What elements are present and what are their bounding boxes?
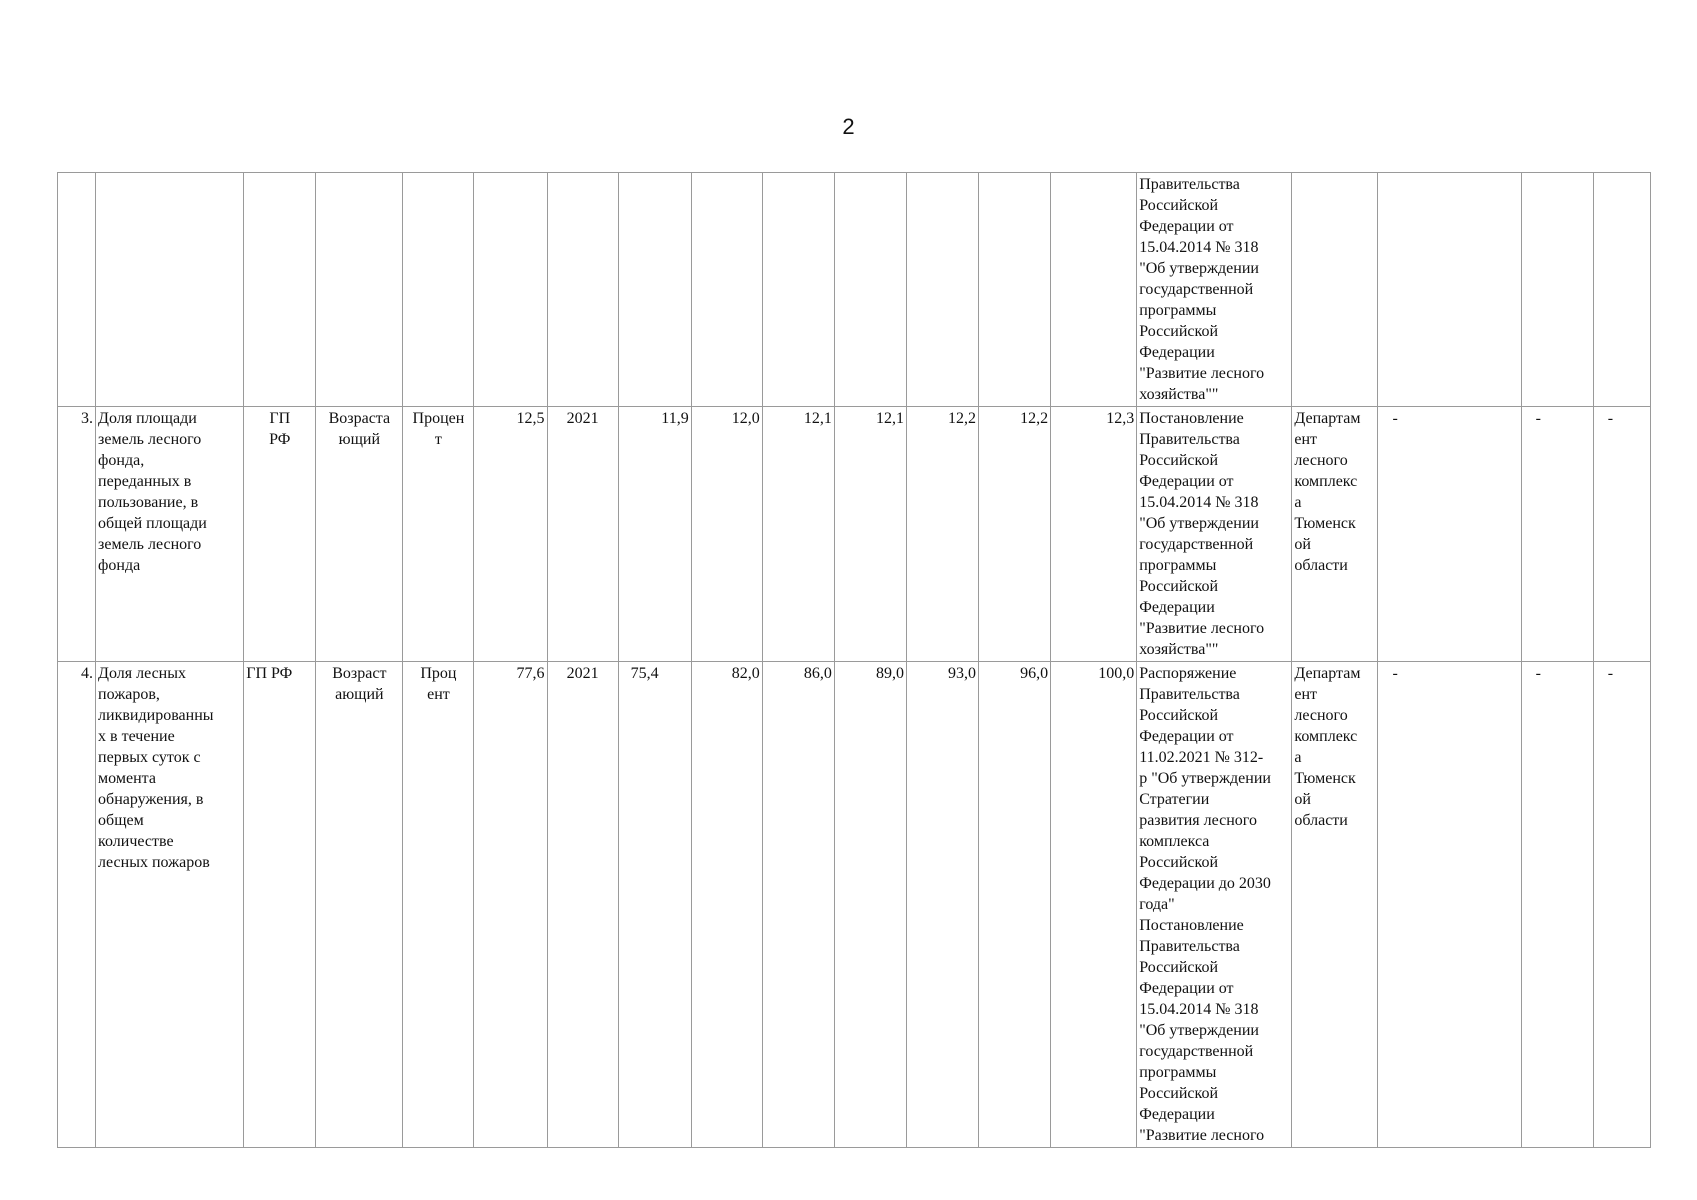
extra-col-2 (1521, 173, 1593, 407)
value-2: 82,0 (691, 662, 762, 1148)
row-number: 4. (58, 662, 96, 1148)
base-year (547, 173, 618, 407)
value-5: 12,2 (906, 407, 978, 662)
value-6: 96,0 (979, 662, 1051, 1148)
value-1 (618, 173, 691, 407)
indicator-source (244, 173, 316, 407)
extra-col-1: - (1378, 662, 1521, 1148)
value-2 (691, 173, 762, 407)
base-year: 2021 (547, 407, 618, 662)
value-1: 11,9 (618, 407, 691, 662)
indicator-trend: Возраста ющий (316, 407, 403, 662)
value-3 (762, 173, 834, 407)
indicator-name: Доля площади земель лесного фонда, переданных в пользование, в общей площади земель лесного фонда (96, 407, 244, 662)
indicator-trend (316, 173, 403, 407)
value-6: 12,2 (979, 407, 1051, 662)
indicator-unit: Проц ент (403, 662, 474, 1148)
value-1: 75,4 (618, 662, 691, 1148)
row-number (58, 173, 96, 407)
extra-col-3: - (1593, 662, 1650, 1148)
regulatory-document: Постановление Правительства Российской Федерации от 15.04.2014 № 318 "Об утверждении государственной программы Российской Федерации "Развитие лесного хозяйства"" (1137, 407, 1292, 662)
value-2: 12,0 (691, 407, 762, 662)
value-3: 86,0 (762, 662, 834, 1148)
value-7: 12,3 (1051, 407, 1137, 662)
responsible-body (1292, 173, 1378, 407)
table-row (58, 662, 1651, 1148)
value-7: 100,0 (1051, 662, 1137, 1148)
regulatory-document: Распоряжение Правительства Российской Федерации от 11.02.2021 № 312- р "Об утверждении Стратегии развития лесного комплекса Российской Федерации до 2030 года" Постановление Правительства Российской Федерации от 15.04.2014 № 318 "Об утверждении государственной программы Российской Федерации "Развитие лесного (1137, 662, 1292, 1148)
responsible-body: Департам ент лесного комплекс а Тюменск ой области (1292, 407, 1378, 662)
base-value: 77,6 (474, 662, 547, 1148)
value-7 (1051, 173, 1137, 407)
indicator-trend: Возраст ающий (316, 662, 403, 1148)
base-value: 12,5 (474, 407, 547, 662)
indicator-unit (403, 173, 474, 407)
responsible-body: Департам ент лесного комплекс а Тюменск ой области (1292, 662, 1378, 1148)
page-number: 2 (842, 114, 855, 139)
extra-col-3 (1593, 173, 1650, 407)
indicator-source: ГП РФ (244, 407, 316, 662)
indicator-source: ГП РФ (244, 662, 316, 1148)
extra-col-1 (1378, 173, 1521, 407)
table-row (58, 407, 1651, 662)
table-row (58, 173, 1651, 407)
value-3: 12,1 (762, 407, 834, 662)
base-year: 2021 (547, 662, 618, 1148)
value-4: 12,1 (834, 407, 906, 662)
indicator-name: Доля лесных пожаров, ликвидированны х в течение первых суток с момента обнаружения, в общем количестве лесных пожаров (96, 662, 244, 1148)
base-value (474, 173, 547, 407)
value-4: 89,0 (834, 662, 906, 1148)
indicators-table (57, 172, 1651, 1148)
value-6 (979, 173, 1051, 407)
regulatory-document: Правительства Российской Федерации от 15.04.2014 № 318 "Об утверждении государственной программы Российской Федерации "Развитие лесного хозяйства"" (1137, 173, 1292, 407)
extra-col-2: - (1521, 407, 1593, 662)
indicator-unit: Процен т (403, 407, 474, 662)
extra-col-2: - (1521, 662, 1593, 1148)
indicator-name (96, 173, 244, 407)
value-5 (906, 173, 978, 407)
extra-col-1: - (1378, 407, 1521, 662)
extra-col-3: - (1593, 407, 1650, 662)
row-number: 3. (58, 407, 96, 662)
value-5: 93,0 (906, 662, 978, 1148)
value-4 (834, 173, 906, 407)
